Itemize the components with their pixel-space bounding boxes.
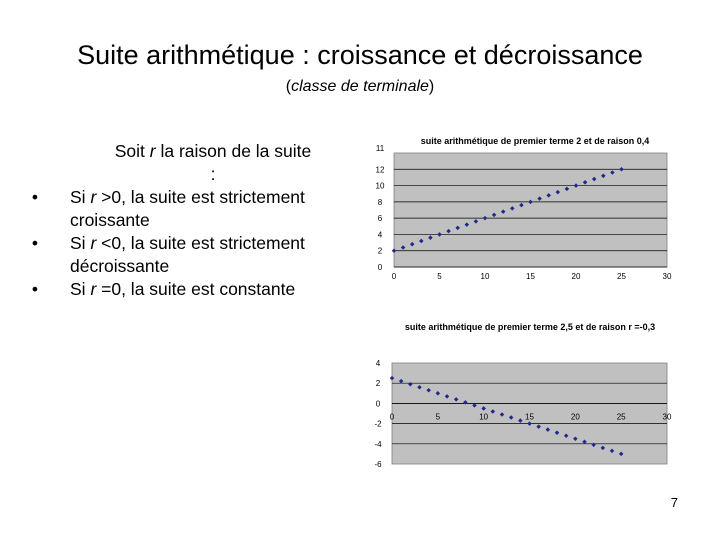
- chart1-ytick-label: 12: [375, 165, 385, 175]
- chart1-plot-area: [394, 153, 667, 267]
- chart1-xtick-label: 10: [480, 272, 490, 281]
- bullet-post: <0, la suite est strictement décroissante: [70, 233, 305, 276]
- bullet-pre: Si: [70, 187, 91, 207]
- slide-title: Suite arithmétique : croissance et décroissance: [77, 40, 643, 70]
- chart1-xtick-label: 0: [391, 272, 397, 281]
- intro-part-1: Soit: [114, 141, 150, 161]
- chart2-xtick-label: 15: [525, 412, 534, 422]
- bullet-post: =0, la suite est constante: [96, 279, 296, 299]
- chart1-xtick-label: 20: [571, 272, 581, 281]
- bullet-var: r: [90, 187, 97, 207]
- intro-r: r: [149, 141, 156, 161]
- bullet-post: >0, la suite est strictement croissante: [70, 187, 305, 230]
- subtitle-italic: classe de terminale: [291, 78, 429, 95]
- bullet-dot-icon: •: [31, 187, 39, 207]
- chart2-ytick-label: 0: [375, 399, 381, 409]
- chart2-xtick-label: 30: [662, 412, 672, 422]
- chart1-title: suite arithmétique de premier terme 2 et de raison 0,4: [420, 136, 650, 146]
- chart2-xtick-label: 20: [570, 412, 580, 422]
- chart2-title: suite arithmétique de premier terme 2,5 et de raison r =-0,3: [404, 322, 656, 332]
- chart2-xtick-label: 0: [389, 412, 395, 422]
- chart1-ytick-label-top: 11: [375, 144, 385, 153]
- chart1-ytick-label: 10: [375, 181, 385, 191]
- subtitle-close: ): [428, 78, 435, 95]
- chart1-ytick-label: 6: [377, 214, 383, 224]
- chart2-ytick-label: -6: [374, 460, 382, 469]
- chart1-ytick-label: 2: [377, 246, 383, 256]
- chart1-ytick-label: 8: [377, 197, 383, 207]
- chart1-xtick-label: 30: [662, 272, 672, 281]
- chart1-xtick-label: 25: [617, 272, 626, 281]
- chart1-ytick-label: 0: [377, 263, 383, 272]
- subtitle-open: (: [285, 78, 292, 95]
- chart2-xtick-label: 5: [435, 412, 441, 422]
- chart2-ytick-label: 4: [375, 359, 381, 368]
- bullet-var: r: [90, 233, 97, 253]
- bullet-dot-icon: •: [31, 233, 39, 253]
- chart1-xtick-label: 5: [437, 272, 442, 281]
- chart2-ytick-label: 2: [375, 379, 381, 389]
- intro-colon: :: [210, 164, 216, 184]
- chart2-ytick-label: -2: [374, 419, 382, 429]
- bullet-pre: Si: [70, 233, 91, 253]
- chart2-xtick-label: 25: [616, 412, 626, 422]
- chart1-xtick-label: 15: [526, 272, 535, 281]
- chart1-ytick-label: 4: [377, 230, 383, 240]
- intro-part-2: la raison de la suite: [155, 141, 312, 161]
- bullet-dot-icon: •: [31, 279, 39, 299]
- chart2-xtick-label: 10: [479, 412, 489, 422]
- bullet-var: r: [90, 279, 97, 299]
- chart2-ytick-label: -4: [374, 439, 382, 449]
- bullet-pre: Si: [70, 279, 91, 299]
- slide-number: 7: [670, 495, 678, 510]
